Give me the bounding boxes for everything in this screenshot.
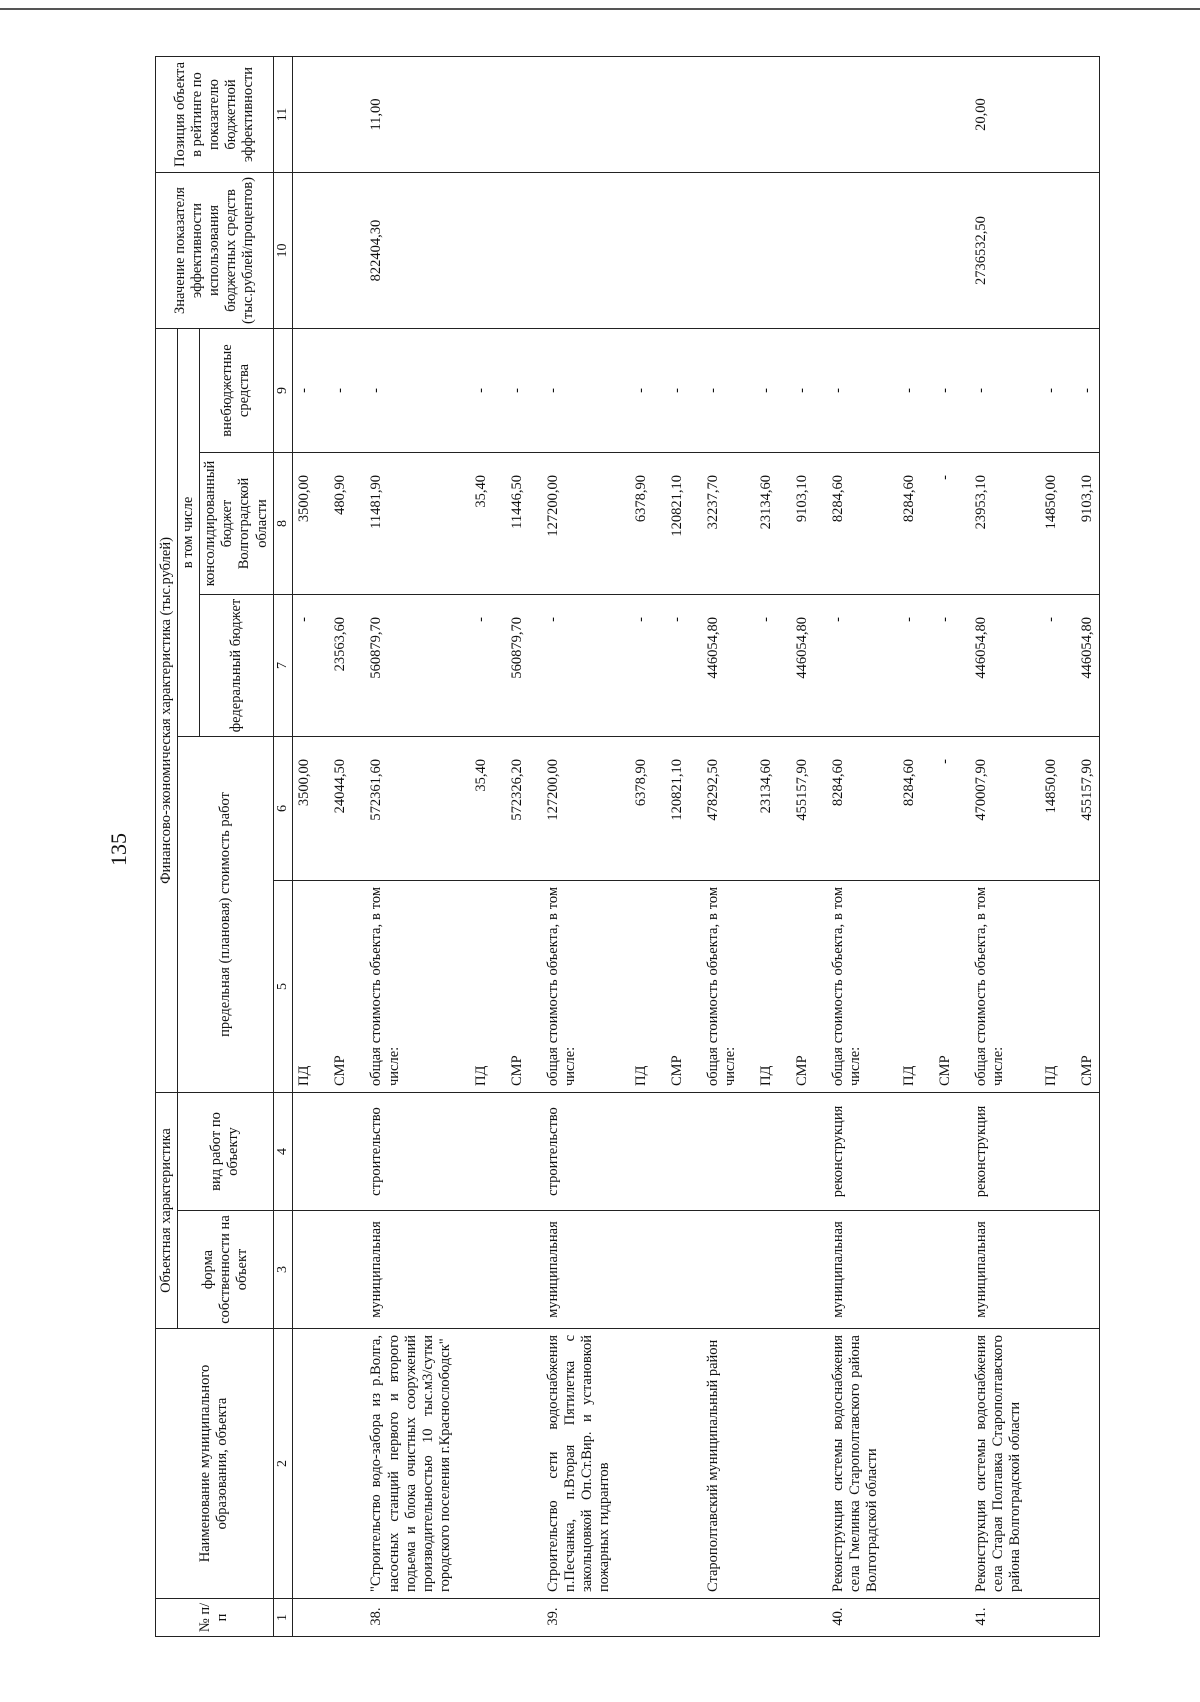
federal-value: - <box>293 595 317 737</box>
regional-value: 23134,60 <box>742 453 778 595</box>
object-name <box>293 1329 317 1599</box>
cost-item-label: СМР <box>653 881 689 1093</box>
ownership-cell <box>1063 1211 1100 1329</box>
table-row <box>293 57 317 1637</box>
efficiency-value <box>689 173 742 329</box>
cost-item-label: общая стоимость объекта, в том числе: <box>352 881 457 1093</box>
object-name <box>1027 1329 1063 1599</box>
cost-item-label: ПД <box>1027 881 1063 1093</box>
cost-value: 3500,00 <box>293 737 317 881</box>
rank-value <box>778 57 814 173</box>
cost-item-label: общая стоимость объекта, в том числе: <box>814 881 884 1093</box>
cost-value: 572326,20 <box>493 737 529 881</box>
row-number <box>885 1599 921 1637</box>
header-group-finance: Финансово-экономическая характеристика (тыс.рублей) <box>156 329 178 1093</box>
row-number <box>493 1599 529 1637</box>
federal-value: 560879,70 <box>493 595 529 737</box>
header-efficiency: Значение показателя эффективности использования бюджетных средств (тыс.рублей/процентов) <box>156 173 274 329</box>
regional-value: 3500,00 <box>293 453 317 595</box>
cost-item-label: ПД <box>742 881 778 1093</box>
col-num-3: 3 <box>273 1211 293 1329</box>
header-cost: предельная (плановая) стоимость работ <box>178 737 274 1093</box>
regional-value: 23953,10 <box>957 453 1027 595</box>
rank-value <box>316 57 352 173</box>
object-name <box>778 1329 814 1599</box>
worktype-cell <box>293 1093 317 1211</box>
rank-value <box>293 57 317 173</box>
row-number <box>617 1599 653 1637</box>
cost-value: 6378,90 <box>617 737 653 881</box>
table-row <box>1027 57 1063 1637</box>
federal-value: 23563,60 <box>316 595 352 737</box>
object-name <box>921 1329 957 1599</box>
extrabudget-value: - <box>293 329 317 453</box>
efficiency-value <box>653 173 689 329</box>
header-no: № п/п <box>156 1599 274 1637</box>
ownership-cell <box>493 1211 529 1329</box>
federal-value: - <box>742 595 778 737</box>
col-num-2: 2 <box>273 1329 293 1599</box>
header-worktype: вид работ по объекту <box>178 1093 274 1211</box>
row-number: 38. <box>352 1599 457 1637</box>
rank-value <box>1027 57 1063 173</box>
cost-item-label: СМР <box>921 881 957 1093</box>
col-num-11: 11 <box>273 57 293 173</box>
cost-value: - <box>921 737 957 881</box>
table-row <box>689 57 742 1637</box>
efficiency-value <box>1063 173 1100 329</box>
regional-value: 8284,60 <box>814 453 884 595</box>
extrabudget-value: - <box>352 329 457 453</box>
ownership-cell <box>778 1211 814 1329</box>
federal-value: - <box>457 595 493 737</box>
rank-value <box>617 57 653 173</box>
worktype-cell: реконструкция <box>957 1093 1027 1211</box>
cost-value: 470007,90 <box>957 737 1027 881</box>
row-number <box>1063 1599 1100 1637</box>
extrabudget-value: - <box>1063 329 1100 453</box>
efficiency-value <box>814 173 884 329</box>
finance-table <box>155 56 1100 1637</box>
col-num-9: 9 <box>273 329 293 453</box>
table-row <box>352 57 457 1637</box>
ownership-cell <box>617 1211 653 1329</box>
table-body <box>293 57 1100 1637</box>
efficiency-value <box>1027 173 1063 329</box>
federal-value: 446054,80 <box>689 595 742 737</box>
federal-value: 446054,80 <box>1063 595 1100 737</box>
table-row <box>316 57 352 1637</box>
worktype-cell <box>921 1093 957 1211</box>
ownership-cell <box>689 1211 742 1329</box>
row-number <box>653 1599 689 1637</box>
worktype-cell: реконструкция <box>814 1093 884 1211</box>
table-row <box>957 57 1027 1637</box>
col-num-7: 7 <box>273 595 293 737</box>
rank-value <box>493 57 529 173</box>
efficiency-value <box>921 173 957 329</box>
cost-item-label: СМР <box>778 881 814 1093</box>
object-name <box>1063 1329 1100 1599</box>
regional-value: 9103,10 <box>778 453 814 595</box>
cost-value: 8284,60 <box>885 737 921 881</box>
cost-item-label: ПД <box>617 881 653 1093</box>
worktype-cell <box>689 1093 742 1211</box>
worktype-cell <box>1027 1093 1063 1211</box>
rank-value <box>653 57 689 173</box>
rank-value: 20,00 <box>957 57 1027 173</box>
cost-item-label: СМР <box>493 881 529 1093</box>
regional-value: - <box>921 453 957 595</box>
header-federal: федеральный бюджет <box>200 595 273 737</box>
cost-value: 24044,50 <box>316 737 352 881</box>
cost-item-label: СМР <box>1063 881 1100 1093</box>
regional-value: 480,90 <box>316 453 352 595</box>
federal-value: - <box>529 595 616 737</box>
object-name <box>493 1329 529 1599</box>
federal-value: - <box>617 595 653 737</box>
cost-item-label: общая стоимость объекта, в том числе: <box>957 881 1027 1093</box>
extrabudget-value: - <box>814 329 884 453</box>
worktype-cell <box>885 1093 921 1211</box>
cost-item-label: ПД <box>885 881 921 1093</box>
row-number: 41. <box>957 1599 1027 1637</box>
extrabudget-value: - <box>653 329 689 453</box>
ownership-cell <box>457 1211 493 1329</box>
regional-value: 14850,00 <box>1027 453 1063 595</box>
efficiency-value <box>778 173 814 329</box>
regional-value: 11481,90 <box>352 453 457 595</box>
cost-value: 35,40 <box>457 737 493 881</box>
ownership-cell <box>885 1211 921 1329</box>
ownership-cell <box>1027 1211 1063 1329</box>
header-group-object: Объектная характеристика <box>156 1093 178 1329</box>
federal-value: - <box>653 595 689 737</box>
table-row <box>457 57 493 1637</box>
worktype-cell <box>316 1093 352 1211</box>
header-name: Наименование муниципального образования, объекта <box>156 1329 274 1599</box>
regional-value: 35,40 <box>457 453 493 595</box>
cost-value: 478292,50 <box>689 737 742 881</box>
rotated-table-container <box>155 57 1200 1637</box>
extrabudget-value: - <box>457 329 493 453</box>
rank-value <box>885 57 921 173</box>
table-row <box>814 57 884 1637</box>
ownership-cell: муниципальная <box>529 1211 616 1329</box>
object-name: Реконструкция системы водоснабжения села Гмелинка Старополтавского района Волгоградской области <box>814 1329 884 1599</box>
header-ownership: форма собственности на объект <box>178 1211 274 1329</box>
regional-value: 9103,10 <box>1063 453 1100 595</box>
federal-value: - <box>921 595 957 737</box>
ownership-cell: муниципальная <box>957 1211 1027 1329</box>
page-number: 135 <box>106 833 131 866</box>
row-number <box>689 1599 742 1637</box>
rank-value <box>529 57 616 173</box>
regional-value: 127200,00 <box>529 453 616 595</box>
worktype-cell <box>653 1093 689 1211</box>
federal-value: 446054,80 <box>778 595 814 737</box>
header-regional: консолидированный бюджет Волгоградской области <box>200 453 273 595</box>
worktype-cell <box>457 1093 493 1211</box>
object-name: "Строительство водо-забора из р.Волга, насосных станций первого и второго подьема и блока очистных сооружений производительностью 10 тыс.м3/сутки городского поселения г.Краснослободск" <box>352 1329 457 1599</box>
cost-item-label: ПД <box>293 881 317 1093</box>
cost-value: 572361,60 <box>352 737 457 881</box>
regional-value: 8284,60 <box>885 453 921 595</box>
extrabudget-value: - <box>885 329 921 453</box>
ownership-cell <box>316 1211 352 1329</box>
federal-value: - <box>885 595 921 737</box>
object-name: Реконструкция системы водоснабжения села Старая Полтавка Старополтавского района Волгоградской области <box>957 1329 1027 1599</box>
table-row <box>493 57 529 1637</box>
table-row <box>742 57 778 1637</box>
table-row <box>529 57 616 1637</box>
regional-value: 120821,10 <box>653 453 689 595</box>
table-row <box>778 57 814 1637</box>
regional-value: 32237,70 <box>689 453 742 595</box>
header-extrabudget: внебюджетные средства <box>200 329 273 453</box>
worktype-cell <box>778 1093 814 1211</box>
object-name: Строительство сети водоснабжения п.Песчанка, п.Вторая Пятилетка с закольцовкой Оп.Ст.Вир. и установкой пожарных гидрантов <box>529 1329 616 1599</box>
row-number <box>1027 1599 1063 1637</box>
header-including: в том числе <box>178 329 200 737</box>
worktype-cell <box>617 1093 653 1211</box>
rank-value <box>814 57 884 173</box>
cost-value: 455157,90 <box>1063 737 1100 881</box>
extrabudget-value: - <box>529 329 616 453</box>
extrabudget-value: - <box>742 329 778 453</box>
rank-value <box>921 57 957 173</box>
table-row <box>1063 57 1100 1637</box>
table-row <box>617 57 653 1637</box>
rank-value: 11,00 <box>352 57 457 173</box>
col-num-4: 4 <box>273 1093 293 1211</box>
col-num-6: 6 <box>273 737 293 881</box>
row-number <box>921 1599 957 1637</box>
ownership-cell <box>293 1211 317 1329</box>
row-number <box>457 1599 493 1637</box>
efficiency-value: 2736532,50 <box>957 173 1027 329</box>
worktype-cell <box>493 1093 529 1211</box>
efficiency-value: 822404,30 <box>352 173 457 329</box>
table-row <box>885 57 921 1637</box>
object-name <box>742 1329 778 1599</box>
ownership-cell <box>742 1211 778 1329</box>
header-rank: Позиция объекта в рейтинге по показателю бюджетной эффективности <box>156 57 274 173</box>
regional-value: 6378,90 <box>617 453 653 595</box>
regional-value: 11446,50 <box>493 453 529 595</box>
row-number <box>316 1599 352 1637</box>
object-name <box>316 1329 352 1599</box>
cost-item-label: общая стоимость объекта, в том числе: <box>529 881 616 1093</box>
worktype-cell <box>742 1093 778 1211</box>
object-name <box>457 1329 493 1599</box>
table-row <box>653 57 689 1637</box>
object-name: Старополтавский муниципальный район <box>689 1329 742 1599</box>
extrabudget-value: - <box>493 329 529 453</box>
ownership-cell <box>653 1211 689 1329</box>
cost-item-label: общая стоимость объекта, в том числе: <box>689 881 742 1093</box>
federal-value: - <box>814 595 884 737</box>
col-num-1: 1 <box>273 1599 293 1637</box>
efficiency-value <box>457 173 493 329</box>
row-number <box>293 1599 317 1637</box>
top-rule <box>0 8 1200 10</box>
ownership-cell: муниципальная <box>352 1211 457 1329</box>
cost-value: 120821,10 <box>653 737 689 881</box>
row-number: 40. <box>814 1599 884 1637</box>
col-num-10: 10 <box>273 173 293 329</box>
row-number <box>778 1599 814 1637</box>
federal-value: 560879,70 <box>352 595 457 737</box>
extrabudget-value: - <box>957 329 1027 453</box>
federal-value: - <box>1027 595 1063 737</box>
table-header <box>156 57 293 1637</box>
rank-value <box>742 57 778 173</box>
efficiency-value <box>885 173 921 329</box>
extrabudget-value: - <box>689 329 742 453</box>
rank-value <box>457 57 493 173</box>
extrabudget-value: - <box>778 329 814 453</box>
object-name <box>885 1329 921 1599</box>
rank-value <box>1063 57 1100 173</box>
cost-value: 455157,90 <box>778 737 814 881</box>
efficiency-value <box>742 173 778 329</box>
worktype-cell: строительство <box>529 1093 616 1211</box>
worktype-cell <box>1063 1093 1100 1211</box>
ownership-cell: муниципальная <box>814 1211 884 1329</box>
cost-value: 14850,00 <box>1027 737 1063 881</box>
cost-item-label: ПД <box>457 881 493 1093</box>
col-num-8: 8 <box>273 453 293 595</box>
cost-value: 8284,60 <box>814 737 884 881</box>
extrabudget-value: - <box>617 329 653 453</box>
federal-value: 446054,80 <box>957 595 1027 737</box>
extrabudget-value: - <box>921 329 957 453</box>
table-row <box>921 57 957 1637</box>
cost-item-label: СМР <box>316 881 352 1093</box>
efficiency-value <box>316 173 352 329</box>
rank-value <box>689 57 742 173</box>
row-number: 39. <box>529 1599 616 1637</box>
ownership-cell <box>921 1211 957 1329</box>
efficiency-value <box>617 173 653 329</box>
efficiency-value <box>529 173 616 329</box>
extrabudget-value: - <box>1027 329 1063 453</box>
extrabudget-value: - <box>316 329 352 453</box>
cost-value: 23134,60 <box>742 737 778 881</box>
worktype-cell: строительство <box>352 1093 457 1211</box>
cost-value: 127200,00 <box>529 737 616 881</box>
object-name <box>653 1329 689 1599</box>
object-name <box>617 1329 653 1599</box>
efficiency-value <box>293 173 317 329</box>
efficiency-value <box>493 173 529 329</box>
row-number <box>742 1599 778 1637</box>
col-num-5: 5 <box>273 881 293 1093</box>
